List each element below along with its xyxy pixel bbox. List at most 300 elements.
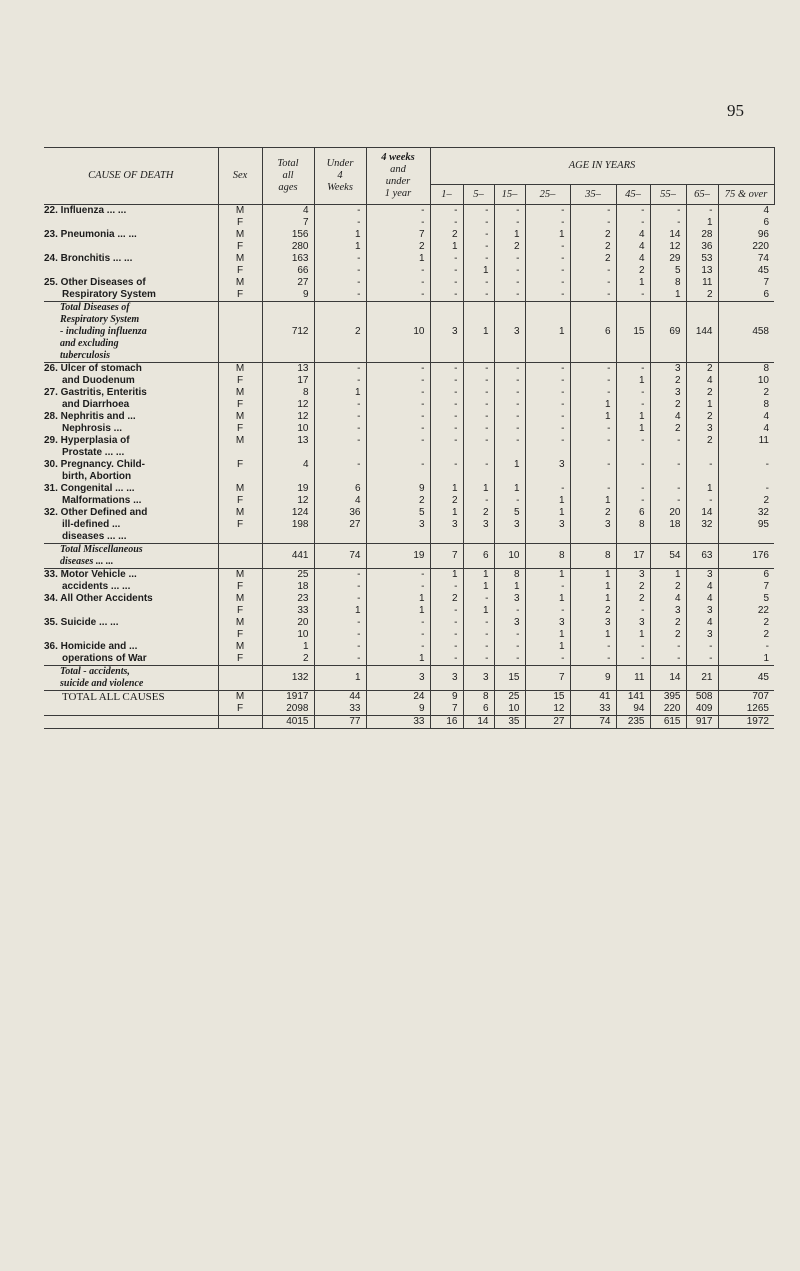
- value-cell: 1 2: [650, 569, 686, 594]
- value-cell: 3: [366, 666, 430, 691]
- table-row: [44, 569, 774, 594]
- value-cell: 3 2: [616, 569, 650, 594]
- value-cell: 3 -: [494, 617, 525, 641]
- value-cell: - -: [494, 277, 525, 302]
- value-cell: 1 -: [686, 483, 718, 507]
- value-cell: 2 3: [686, 411, 718, 435]
- value-cell: 3: [463, 666, 494, 691]
- value-cell: 1 -: [570, 411, 616, 435]
- value-cell: - -: [463, 277, 494, 302]
- value-cell: 1 3: [430, 507, 463, 544]
- value-cell: - -: [525, 387, 570, 411]
- sex-cell: F: [218, 459, 262, 483]
- value-cell: 4 3: [686, 593, 718, 617]
- table-row: [44, 363, 774, 388]
- value-cell: 3 4: [686, 569, 718, 594]
- table-row: [44, 205, 774, 230]
- value-cell: 21: [686, 666, 718, 691]
- table-row: [44, 617, 774, 641]
- value-cell: - -: [650, 483, 686, 507]
- value-cell: 74: [570, 716, 616, 729]
- value-cell: 615: [650, 716, 686, 729]
- value-cell: - -: [494, 411, 525, 435]
- value-cell: 2 3: [463, 507, 494, 544]
- value-cell: 1 -: [430, 569, 463, 594]
- value-cell: - -: [430, 363, 463, 388]
- value-cell: - -: [570, 363, 616, 388]
- value-cell: 10: [494, 544, 525, 569]
- value-cell: 7 2: [366, 229, 430, 253]
- value-cell: - -: [314, 569, 366, 594]
- sex-cell: M F: [218, 483, 262, 507]
- value-cell: 2 -: [570, 253, 616, 277]
- value-cell: - 1: [525, 483, 570, 507]
- value-cell: - -: [463, 411, 494, 435]
- value-cell: 3 1: [616, 617, 650, 641]
- table-row: [44, 459, 774, 483]
- value-cell: -: [650, 459, 686, 483]
- value-cell: - -: [463, 617, 494, 641]
- value-cell: 15: [616, 302, 650, 363]
- value-cell: - -: [463, 363, 494, 388]
- value-cell: 2 1: [430, 229, 463, 253]
- value-cell: 14: [650, 666, 686, 691]
- header-age-7: 65–: [686, 185, 718, 205]
- value-cell: 69: [650, 302, 686, 363]
- value-cell: 132: [262, 666, 314, 691]
- value-cell: 25 10: [494, 691, 525, 716]
- value-cell: 6: [570, 302, 616, 363]
- value-cell: - 1: [463, 593, 494, 617]
- value-cell: 8: [525, 544, 570, 569]
- sex-cell: M F: [218, 277, 262, 302]
- cause-of-death: 24. Bronchitis ... ...: [44, 253, 133, 264]
- value-cell: 235: [616, 716, 650, 729]
- value-cell: 7 6: [718, 277, 774, 302]
- table-row: [44, 411, 774, 435]
- header-4-weeks-to-1-year: 4 weeks and under 1 year: [366, 148, 430, 205]
- value-cell: 144: [686, 302, 718, 363]
- value-cell: 1917 2098: [262, 691, 314, 716]
- sex-cell: [218, 716, 262, 729]
- header-age-1: 5–: [463, 185, 494, 205]
- value-cell: 2 -: [430, 593, 463, 617]
- value-cell: 32 95: [718, 507, 774, 544]
- value-cell: - -: [430, 253, 463, 277]
- value-cell: 36 27: [314, 507, 366, 544]
- value-cell: 8 1: [650, 277, 686, 302]
- table-row: [44, 435, 774, 459]
- cause-of-death: 35. Suicide ... ...: [44, 617, 119, 628]
- value-cell: 3: [494, 302, 525, 363]
- value-cell: 53 13: [686, 253, 718, 277]
- value-cell: 6 8: [616, 507, 650, 544]
- value-cell: 2 1: [686, 387, 718, 411]
- value-cell: - -: [525, 363, 570, 388]
- value-cell: 4 3: [686, 617, 718, 641]
- value-cell: 5 3: [494, 507, 525, 544]
- value-cell: 4 2: [616, 253, 650, 277]
- cause-of-death: TOTAL ALL CAUSES: [62, 691, 165, 703]
- cause-of-death: [44, 716, 218, 729]
- cause-of-death: 28. Nephritis and ... Nephrosis ...: [44, 411, 136, 434]
- value-cell: 15: [494, 666, 525, 691]
- value-cell: 96 220: [718, 229, 774, 253]
- value-cell: 25 18: [262, 569, 314, 594]
- table-row: [44, 507, 774, 544]
- total-row: [44, 666, 774, 691]
- value-cell: - -: [314, 617, 366, 641]
- value-cell: 29 5: [650, 253, 686, 277]
- value-cell: -: [463, 435, 494, 459]
- value-cell: 1 1: [366, 593, 430, 617]
- cause-of-death: 33. Motor Vehicle ... accidents ... ...: [44, 569, 137, 592]
- value-cell: 11: [718, 435, 774, 459]
- sex-cell: M F: [218, 593, 262, 617]
- value-cell: -: [650, 435, 686, 459]
- value-cell: 4 7: [262, 205, 314, 230]
- value-cell: 74: [314, 544, 366, 569]
- sex-cell: M F: [218, 253, 262, 277]
- value-cell: -: [314, 459, 366, 483]
- value-cell: 4 4: [616, 229, 650, 253]
- value-cell: -: [430, 435, 463, 459]
- value-cell: 44 33: [314, 691, 366, 716]
- value-cell: - -: [686, 641, 718, 666]
- cause-of-death: 31. Congenital ... ... Malformations ...: [44, 483, 142, 506]
- value-cell: 11: [616, 666, 650, 691]
- value-cell: - -: [314, 253, 366, 277]
- value-cell: 13 17: [262, 363, 314, 388]
- value-cell: 156 280: [262, 229, 314, 253]
- value-cell: 141 94: [616, 691, 650, 716]
- sex-cell: M F: [218, 205, 262, 230]
- cause-of-death: 23. Pneumonia ... ...: [44, 229, 137, 240]
- value-cell: 395 220: [650, 691, 686, 716]
- value-cell: - -: [314, 641, 366, 666]
- value-cell: - -: [525, 277, 570, 302]
- value-cell: 13: [262, 435, 314, 459]
- value-cell: - 1: [570, 483, 616, 507]
- value-cell: -: [314, 435, 366, 459]
- value-cell: 8 12: [262, 387, 314, 411]
- value-cell: 54: [650, 544, 686, 569]
- value-cell: - -: [366, 205, 430, 230]
- cause-of-death: 25. Other Diseases of Respiratory System: [44, 277, 156, 300]
- cause-of-death: 26. Ulcer of stomach and Duodenum: [44, 363, 142, 386]
- value-cell: - -: [494, 363, 525, 388]
- table-row: [44, 593, 774, 617]
- table-row: [44, 229, 774, 253]
- value-cell: 3 1: [570, 617, 616, 641]
- header-age-2: 15–: [494, 185, 525, 205]
- value-cell: - 1: [463, 253, 494, 277]
- value-cell: 5 22: [718, 593, 774, 617]
- header-age-4: 35–: [570, 185, 616, 205]
- value-cell: 441: [262, 544, 314, 569]
- value-cell: 508 409: [686, 691, 718, 716]
- value-cell: 1 3: [525, 507, 570, 544]
- table-row: [44, 483, 774, 507]
- value-cell: 14 32: [686, 507, 718, 544]
- value-cell: -: [463, 459, 494, 483]
- cause-of-death: 36. Homicide and ... operations of War: [44, 641, 147, 664]
- cause-of-death: 32. Other Defined and ill-defined ... diseases ... ...: [44, 507, 148, 542]
- sex-cell: M F: [218, 507, 262, 544]
- sex-cell: M F: [218, 617, 262, 641]
- value-cell: 1: [525, 302, 570, 363]
- sex-cell: M F: [218, 569, 262, 594]
- sex-cell: M F: [218, 641, 262, 666]
- value-cell: 2 3: [570, 507, 616, 544]
- value-cell: - -: [494, 253, 525, 277]
- value-cell: 12 10: [262, 411, 314, 435]
- value-cell: 1 2: [262, 641, 314, 666]
- header-age-0: 1–: [430, 185, 463, 205]
- value-cell: - 1: [570, 387, 616, 411]
- value-cell: 45: [718, 666, 774, 691]
- cause-of-death: 34. All Other Accidents: [44, 593, 153, 604]
- cause-of-death: Total - accidents, suicide and violence: [60, 666, 144, 689]
- value-cell: - -: [366, 617, 430, 641]
- value-cell: - -: [494, 387, 525, 411]
- value-cell: 19: [366, 544, 430, 569]
- value-cell: 1 -: [366, 253, 430, 277]
- value-cell: 1 1: [616, 411, 650, 435]
- value-cell: 17: [616, 544, 650, 569]
- value-cell: -: [616, 459, 650, 483]
- value-cell: 35: [494, 716, 525, 729]
- value-cell: 27: [525, 716, 570, 729]
- value-cell: 163 66: [262, 253, 314, 277]
- value-cell: 3 1: [525, 617, 570, 641]
- value-cell: 1 -: [494, 483, 525, 507]
- value-cell: 1 1: [570, 569, 616, 594]
- table-row: [44, 387, 774, 411]
- value-cell: -: [686, 459, 718, 483]
- value-cell: 6: [463, 544, 494, 569]
- value-cell: 1 2: [494, 229, 525, 253]
- sex-cell: M: [218, 435, 262, 459]
- value-cell: - -: [570, 277, 616, 302]
- value-cell: 14: [463, 716, 494, 729]
- value-cell: -: [570, 459, 616, 483]
- value-cell: 7: [525, 666, 570, 691]
- value-cell: - -: [366, 277, 430, 302]
- header-age-8: 75 & over: [718, 185, 774, 205]
- value-cell: - -: [463, 387, 494, 411]
- value-cell: - -: [616, 205, 650, 230]
- value-cell: -: [366, 435, 430, 459]
- value-cell: 1 -: [525, 229, 570, 253]
- value-cell: 124 198: [262, 507, 314, 544]
- value-cell: 8 10: [718, 363, 774, 388]
- value-cell: - -: [494, 205, 525, 230]
- value-cell: 458: [718, 302, 774, 363]
- value-cell: 19 12: [262, 483, 314, 507]
- value-cell: - -: [525, 205, 570, 230]
- value-cell: - -: [314, 277, 366, 302]
- mortality-table: [44, 147, 775, 729]
- value-cell: 6 7: [718, 569, 774, 594]
- value-cell: - -: [366, 363, 430, 388]
- value-cell: 23 33: [262, 593, 314, 617]
- value-cell: -: [430, 459, 463, 483]
- value-cell: - -: [314, 411, 366, 435]
- value-cell: - -: [430, 411, 463, 435]
- value-cell: - -: [616, 483, 650, 507]
- value-cell: 4 6: [718, 205, 774, 230]
- value-cell: 3: [430, 666, 463, 691]
- value-cell: 707 1265: [718, 691, 774, 716]
- value-cell: -: [525, 435, 570, 459]
- value-cell: - -: [366, 569, 430, 594]
- value-cell: 1 1: [314, 229, 366, 253]
- header-age-in-years: AGE IN YEARS: [430, 148, 774, 185]
- value-cell: 4015: [262, 716, 314, 729]
- value-cell: 63: [686, 544, 718, 569]
- value-cell: -: [718, 459, 774, 483]
- value-cell: 1: [494, 459, 525, 483]
- table-row: [44, 253, 774, 277]
- value-cell: 1 1: [463, 569, 494, 594]
- value-cell: 8 6: [463, 691, 494, 716]
- sex-cell: [218, 302, 262, 363]
- value-cell: 8: [570, 544, 616, 569]
- value-cell: - -: [430, 387, 463, 411]
- value-cell: 2: [314, 302, 366, 363]
- value-cell: 6 4: [314, 483, 366, 507]
- value-cell: 1 -: [463, 483, 494, 507]
- value-cell: 77: [314, 716, 366, 729]
- value-cell: 20 10: [262, 617, 314, 641]
- value-cell: 15 12: [525, 691, 570, 716]
- value-cell: - -: [650, 205, 686, 230]
- value-cell: 41 33: [570, 691, 616, 716]
- value-cell: 2 2: [718, 617, 774, 641]
- value-cell: 712: [262, 302, 314, 363]
- header-age-6: 55–: [650, 185, 686, 205]
- value-cell: - 1: [686, 205, 718, 230]
- value-cell: 1: [314, 666, 366, 691]
- value-cell: 8 1: [494, 569, 525, 594]
- value-cell: 4 4: [718, 411, 774, 435]
- value-cell: 2 8: [718, 387, 774, 411]
- cause-of-death: 27. Gastritis, Enteritis and Diarrhoea: [44, 387, 147, 410]
- sex-cell: M F: [218, 363, 262, 388]
- value-cell: - -: [616, 641, 650, 666]
- value-cell: 27 9: [262, 277, 314, 302]
- value-cell: - -: [314, 363, 366, 388]
- header-age-5: 45–: [616, 185, 650, 205]
- table-row: [44, 641, 774, 666]
- cause-of-death: Total Miscellaneous diseases ... ...: [60, 544, 143, 567]
- value-cell: 2 2: [650, 617, 686, 641]
- value-cell: 1 2: [430, 483, 463, 507]
- value-cell: 917: [686, 716, 718, 729]
- sex-cell: M F: [218, 387, 262, 411]
- value-cell: -: [366, 459, 430, 483]
- value-cell: 1 2: [570, 593, 616, 617]
- value-cell: - -: [366, 411, 430, 435]
- value-cell: - 1: [314, 593, 366, 617]
- header-under-4-weeks: Under 4 Weeks: [314, 148, 366, 205]
- value-cell: 2 4: [686, 363, 718, 388]
- value-cell: 1972: [718, 716, 774, 729]
- value-cell: 9 7: [430, 691, 463, 716]
- value-cell: 3: [430, 302, 463, 363]
- value-cell: - 1: [616, 363, 650, 388]
- cause-of-death: 22. Influenza ... ...: [44, 205, 127, 216]
- value-cell: 24 9: [366, 691, 430, 716]
- value-cell: 1 -: [525, 569, 570, 594]
- value-cell: 3 -: [494, 593, 525, 617]
- table-row: [44, 277, 774, 302]
- value-cell: -: [570, 435, 616, 459]
- value-cell: 7: [430, 544, 463, 569]
- value-cell: - 2: [718, 483, 774, 507]
- value-cell: - -: [463, 205, 494, 230]
- value-cell: - 1: [366, 641, 430, 666]
- value-cell: 1 -: [525, 593, 570, 617]
- value-cell: -: [494, 435, 525, 459]
- page-number: 95: [727, 101, 744, 120]
- value-cell: 4: [262, 459, 314, 483]
- value-cell: 11 2: [686, 277, 718, 302]
- value-cell: 74 45: [718, 253, 774, 277]
- value-cell: - -: [430, 617, 463, 641]
- value-cell: - -: [570, 205, 616, 230]
- header-age-3: 25–: [525, 185, 570, 205]
- value-cell: - -: [314, 205, 366, 230]
- value-cell: 4 2: [650, 411, 686, 435]
- value-cell: 1: [463, 302, 494, 363]
- value-cell: 3: [525, 459, 570, 483]
- value-cell: 176: [718, 544, 774, 569]
- header-sex: Sex: [218, 148, 262, 205]
- final-row: [44, 716, 774, 729]
- value-cell: 5 3: [366, 507, 430, 544]
- value-cell: 1 -: [314, 387, 366, 411]
- header-total-all-ages: Total all ages: [262, 148, 314, 205]
- value-cell: 9: [570, 666, 616, 691]
- value-cell: - -: [463, 229, 494, 253]
- value-cell: - -: [463, 641, 494, 666]
- value-cell: 4 3: [650, 593, 686, 617]
- value-cell: 3 2: [650, 363, 686, 388]
- value-cell: 2: [686, 435, 718, 459]
- sex-cell: M F: [218, 411, 262, 435]
- header-cause: CAUSE OF DEATH: [44, 148, 218, 205]
- sex-cell: [218, 666, 262, 691]
- grand-row: [44, 691, 774, 716]
- value-cell: 16: [430, 716, 463, 729]
- cause-of-death: 30. Pregnancy. Child- birth, Abortion: [44, 459, 145, 482]
- value-cell: - -: [525, 411, 570, 435]
- value-cell: 20 18: [650, 507, 686, 544]
- value-cell: 14 12: [650, 229, 686, 253]
- value-cell: - -: [525, 253, 570, 277]
- cause-of-death: 29. Hyperplasia of Prostate ... ...: [44, 435, 130, 458]
- value-cell: - -: [366, 387, 430, 411]
- sex-cell: [218, 544, 262, 569]
- cause-of-death: Total Diseases of Respiratory System - including influenza and excluding tuberculosis: [60, 302, 147, 361]
- value-cell: 2 2: [570, 229, 616, 253]
- value-cell: - -: [430, 277, 463, 302]
- total-row: [44, 302, 774, 363]
- value-cell: - -: [570, 641, 616, 666]
- value-cell: -: [616, 435, 650, 459]
